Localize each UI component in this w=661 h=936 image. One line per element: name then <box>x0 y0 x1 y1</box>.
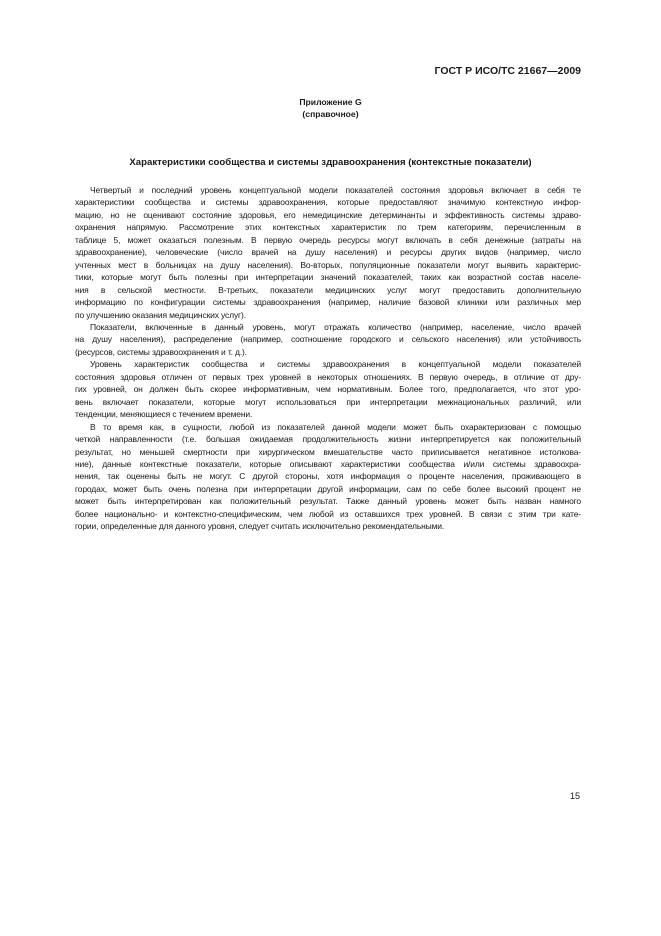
text-line: таблице 5, может оказаться полезным. В первую очередь ресурсы могут включать в себя денежные (затраты на <box>75 234 581 245</box>
text-line: состояния здоровья отличен от первых трех уровней в некоторых отношениях. В первую очередь, в отличие от дру- <box>75 371 581 382</box>
text-line: по улучшению оказания медицинских услуг). <box>75 309 246 320</box>
text-line: характеристики сообщества и системы здравоохранения, которые предоставляют значимую контекстную инфор- <box>75 197 581 208</box>
standard-designation: ГОСТ Р ИСО/ТС 21667—2009 <box>434 65 581 77</box>
paragraph <box>75 321 581 358</box>
paragraph <box>75 358 581 420</box>
text-line: тенденции, меняющиеся с течением времени. <box>75 409 253 420</box>
body-text <box>75 184 581 533</box>
section-title: Характеристики сообщества и системы здравоохранения (контекстные показатели) <box>129 157 532 168</box>
text-line: В то время как, в сущности, любой из показателей данной модели может быть охарактеризован с помощью <box>90 421 581 432</box>
text-line: гории, определенные для данного уровня, следует считать исключительно рекомендательными. <box>75 521 445 532</box>
text-line: Уровень характеристик сообщества и системы здравоохранения в концептуальной модели показателей <box>90 359 581 370</box>
text-line: может быть интерпретирован как положительный результат. Также данный уровень может быть назван намного <box>75 496 581 507</box>
text-line: нения, так оценены быть не могут. С другой стороны, хотя информация о проценте населения, проживающего в <box>75 471 581 482</box>
text-line: (ресурсов, системы здравоохранения и т. д.). <box>75 346 247 357</box>
text-line: результат, но меньшей смертности при хирургическом вмешательстве часто приписывается негативное истолкова- <box>75 446 581 457</box>
text-line: гих уровней, он должен быть скорее информативным, чем нормативным. Более того, предполагается, что этот уро- <box>75 384 581 395</box>
annex-type: (справочное) <box>302 109 359 119</box>
text-line: учтенных мест в больницах на душу населения). Во-вторых, популяционные показатели могут выявить характерис- <box>75 259 581 270</box>
text-line: на душу населения), распределение (например, соотношение городского и сельского населения) или устойчивость <box>75 334 581 345</box>
text-line: Показатели, включенные в данный уровень, могут отражать количество (например, население, число врачей <box>90 321 581 332</box>
text-line: Четвертый и последний уровень концептуальной модели показателей состояния здоровья включает в себя те <box>90 185 581 195</box>
paragraph <box>75 421 581 533</box>
text-line: четкой направленности (т.е. большая ожидаемая продолжительность жизни интерпретируется как положительный <box>75 434 581 445</box>
text-line: ние), данные контекстные показатели, которые описывают характеристики сообщества и/или системы здравоохра- <box>75 458 581 469</box>
text-line: городах, может быть очень полезна при интерпретации другой информации, сам по себе более высокий процент не <box>75 483 581 494</box>
page-number: 15 <box>570 791 581 801</box>
text-line: информацию по конфигурации системы здравоохранения (например, наличие базовой клиники или различных мер <box>75 297 581 308</box>
text-line: охранения напрямую. Рассмотрение этих контекстных характеристик по трем категориям, перечисленным в <box>75 222 581 233</box>
text-line: здравоохранение), человеческие (число врачей на душу населения) и ресурсы других видов (например, число <box>75 247 581 258</box>
text-line: более национально- и контекстно-специфическим, чем любой из оставшихся трех уровней. В связи с этим три кате- <box>75 508 581 519</box>
text-line: ния в сельской местности. В-третьих, показатели медицинских услуг могут предоставить дополнительную <box>75 284 581 295</box>
text-line: мацию, но не оценивают состояние здоровья, его немедицинские детерминанты и эффективность системы здраво- <box>75 209 581 220</box>
text-line: вень включает показатели, которые могут использоваться при интерпретации межнациональных различий, или <box>75 396 581 407</box>
annex-label: Приложение G <box>299 97 362 107</box>
paragraph <box>75 184 581 321</box>
text-line: тики, которые могут быть полезны при интерпретации значений показателей, таких как возрастной состав населе- <box>75 272 581 283</box>
